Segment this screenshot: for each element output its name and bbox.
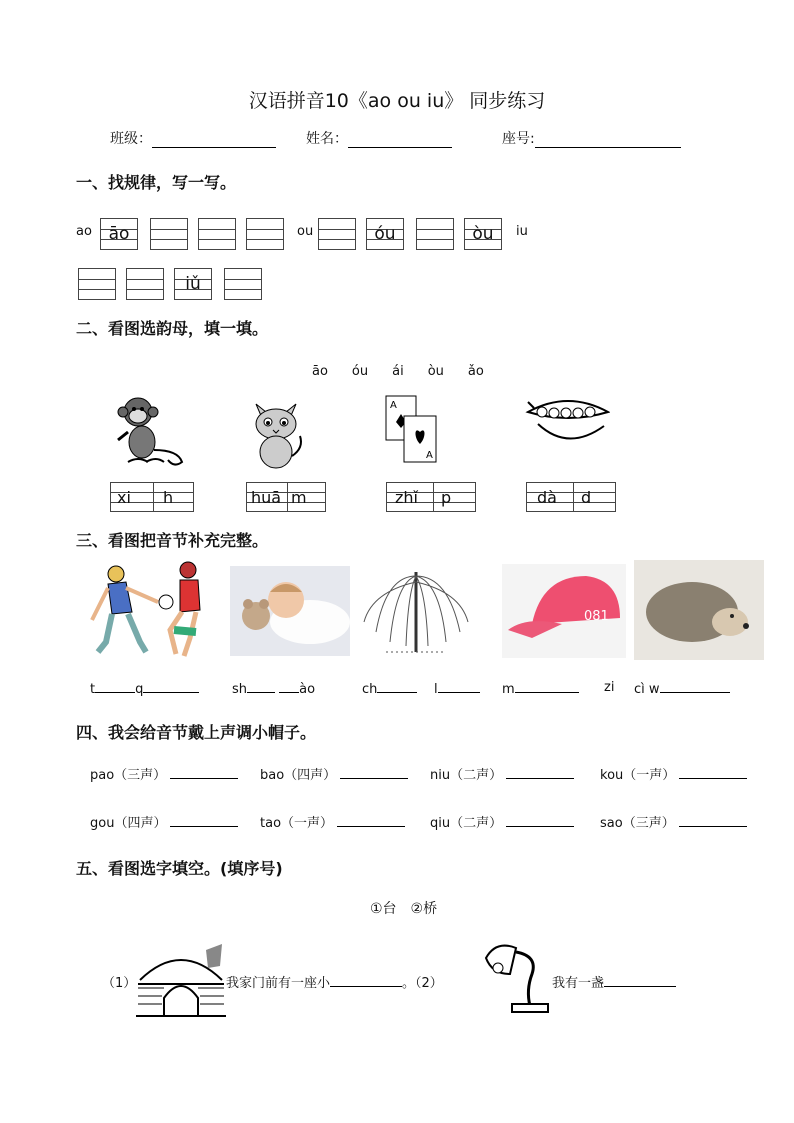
cat-icon — [246, 396, 306, 472]
tone-item[interactable]: qiu（二声） — [430, 812, 574, 831]
option: óu — [351, 364, 369, 379]
final-options — [312, 360, 508, 379]
cap-number: 081 — [584, 609, 609, 624]
fill-7[interactable]: cì w — [634, 680, 730, 697]
sleeping-baby-icon — [230, 566, 350, 656]
svg-text:A: A — [426, 450, 433, 461]
section-5-heading: 五、看图选字填空。(填序号) — [76, 859, 283, 878]
write-box[interactable] — [150, 218, 188, 250]
q1-sentence[interactable]: 我家门前有一座小 。（2） — [226, 976, 443, 991]
write-box[interactable] — [318, 218, 356, 250]
pink-cap-icon — [502, 564, 626, 658]
pinyin-box-4[interactable]: dà d — [526, 482, 616, 512]
pinyin-box-3[interactable]: zhǐ p — [386, 482, 476, 512]
option: ái — [392, 364, 404, 379]
tone-item[interactable]: pao（三声） — [90, 764, 238, 783]
section-4-heading: 四、我会给音节戴上声调小帽子。 — [76, 723, 317, 742]
write-box[interactable] — [416, 218, 454, 250]
section-3-heading: 三、看图把音节补充完整。 — [76, 531, 269, 550]
write-box[interactable]: òu — [464, 218, 502, 250]
kick-ball-icon — [86, 560, 212, 664]
write-box[interactable] — [246, 218, 284, 250]
tone-item[interactable]: bao（四声） — [260, 764, 408, 783]
tone-item[interactable]: kou（一声） — [600, 764, 747, 783]
section-2-heading: 二、看图选韵母，填一填。 — [76, 319, 269, 338]
tone-item[interactable]: niu（二声） — [430, 764, 574, 783]
willow-tree-icon — [356, 562, 476, 658]
playing-cards-icon — [384, 392, 444, 466]
class-blank[interactable] — [152, 131, 276, 148]
page-title: 汉语拼音10《ao ou iu》 同步练习 — [248, 90, 546, 112]
option: òu — [427, 364, 444, 379]
pinyin-box-1[interactable]: xi h — [110, 482, 194, 512]
hedgehog-icon — [634, 560, 764, 660]
write-box[interactable]: āo — [100, 218, 138, 250]
seat-field[interactable] — [502, 128, 681, 148]
desk-lamp-icon — [482, 938, 552, 1016]
fill-6[interactable]: zi — [604, 680, 615, 695]
section-1-heading: 一、找规律，写一写。 — [76, 173, 237, 192]
svg-text:A: A — [390, 400, 397, 411]
write-box[interactable]: óu — [366, 218, 404, 250]
q1-number: （1） — [102, 976, 137, 991]
iu-label: iu — [516, 224, 528, 239]
write-box[interactable] — [78, 268, 116, 300]
ou-label: ou — [297, 224, 314, 239]
seat-label: 座号: — [502, 131, 535, 147]
name-blank[interactable] — [348, 131, 452, 148]
ao-label: ao — [76, 224, 92, 239]
name-field[interactable] — [306, 128, 452, 148]
name-label: 姓名： — [306, 131, 348, 147]
write-box[interactable] — [224, 268, 262, 300]
bridge-icon — [136, 940, 226, 1020]
option: āo — [312, 364, 328, 379]
peas-icon — [524, 396, 610, 456]
monkey-icon — [108, 390, 188, 470]
fill-1[interactable]: t q — [90, 680, 199, 697]
q2-sentence[interactable]: 我有一盏 — [552, 972, 676, 991]
fill-4[interactable]: l — [434, 680, 480, 697]
fill-2[interactable]: sh ào — [232, 682, 316, 697]
seat-blank[interactable] — [535, 131, 681, 148]
write-box[interactable] — [126, 268, 164, 300]
write-box[interactable] — [198, 218, 236, 250]
tone-item[interactable]: sao（三声） — [600, 812, 747, 831]
write-box[interactable]: iǔ — [174, 268, 212, 300]
char-choices: ①台 ②桥 — [370, 901, 438, 917]
tone-item[interactable]: gou（四声） — [90, 812, 238, 831]
class-label: 班级： — [110, 131, 152, 147]
fill-5[interactable]: m — [502, 680, 579, 697]
pinyin-box-2[interactable]: huā m — [246, 482, 326, 512]
option: ǎo — [467, 364, 484, 379]
class-field[interactable] — [110, 128, 276, 148]
fill-3[interactable]: ch — [362, 680, 417, 697]
tone-item[interactable]: tao（一声） — [260, 812, 405, 831]
